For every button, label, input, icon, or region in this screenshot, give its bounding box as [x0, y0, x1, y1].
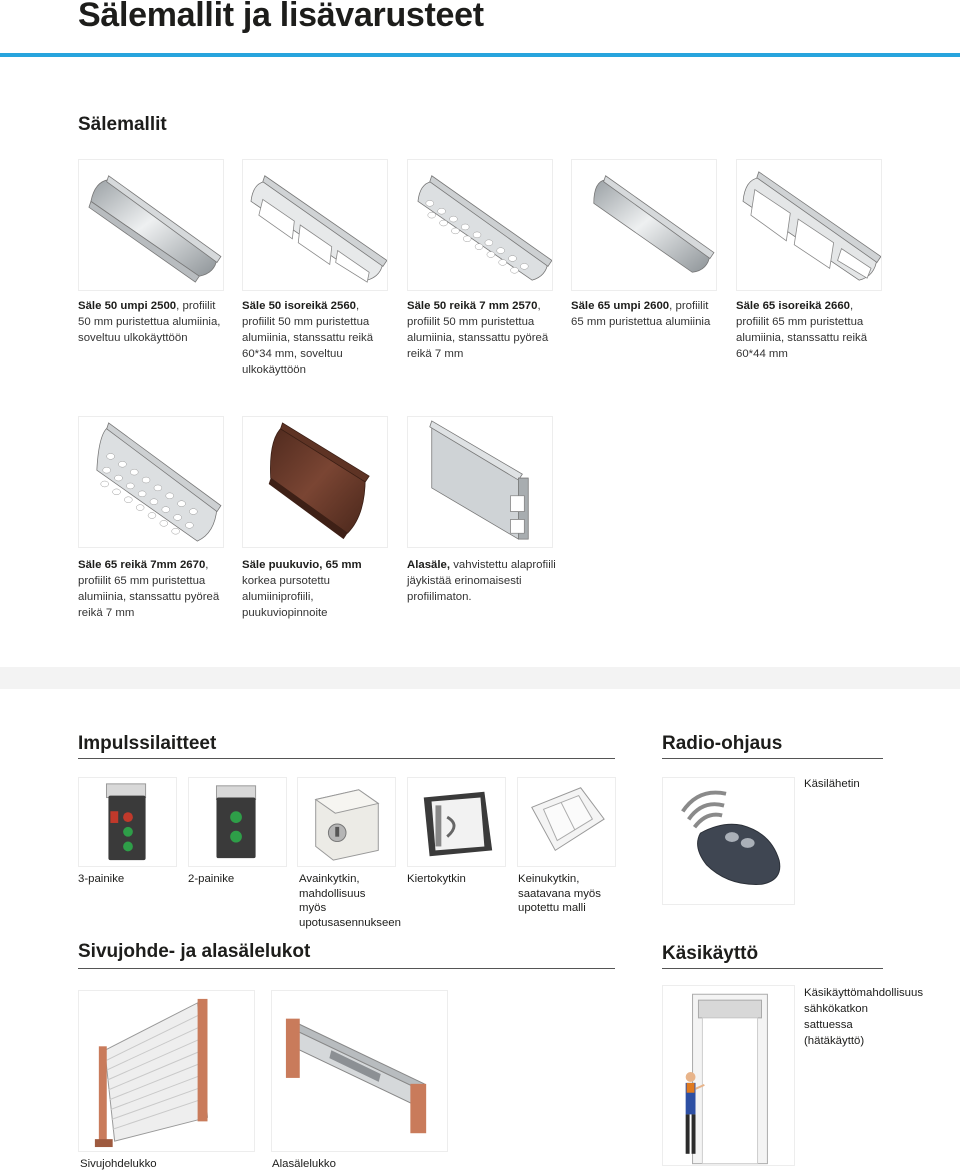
slat-50-solid-image [78, 159, 224, 291]
manual-operation-icon [663, 986, 794, 1165]
key-switch-image [297, 777, 396, 867]
slat-window-icon [243, 160, 387, 290]
slat-wood-image [242, 416, 388, 548]
slat-wood-icon [243, 417, 387, 547]
slat-solid-icon [572, 160, 716, 290]
slat-50-window-image [242, 159, 388, 291]
page-title: Sälemallit ja lisävarusteet [78, 0, 484, 34]
rotary-switch-icon [408, 778, 505, 866]
slat-caption: Säle 50 reikä 7 mm 2570, profiilit 50 mm puristettua alumiinia, stanssattu pyöreä reikä 7 mm [407, 300, 549, 360]
slat-caption: Alasäle, vahvistettu alaprofiili jäykistää erinomaisesti profiilimaton. [407, 559, 556, 603]
slat-perforated-icon [408, 160, 552, 290]
section-rule [78, 968, 615, 969]
slat-solid-icon [79, 160, 223, 290]
bottom-slat-image [407, 416, 553, 548]
slat-65-window-image [736, 159, 882, 291]
side-guide-lock-icon [79, 991, 254, 1151]
key-switch-icon [298, 778, 395, 866]
section-title-radio-ohjaus: Radio-ohjaus [662, 733, 783, 754]
push-button-3-image [78, 777, 177, 867]
device-label: Käsikäyttömahdollisuus sähkökatkon sattuessa (hätäkäyttö) [804, 987, 924, 1047]
device-label: Sivujohdelukko [80, 1158, 157, 1170]
bottom-slat-icon [408, 417, 552, 547]
rocker-switch-icon [518, 778, 615, 866]
rotary-switch-image [407, 777, 506, 867]
remote-control-icon [663, 778, 794, 904]
device-label: 3-painike [78, 873, 125, 885]
section-divider-band [0, 667, 960, 689]
section-title-kasikaytto: Käsikäyttö [662, 943, 759, 964]
rocker-switch-image [517, 777, 616, 867]
section-rule [662, 758, 883, 759]
slat-65-perforated-image [78, 416, 224, 548]
three-button-icon [79, 778, 176, 866]
section-title-impulssilaitteet: Impulssilaitteet [78, 733, 217, 754]
device-label: Keinukytkin, saatavana myös upotettu malli [518, 873, 601, 914]
slat-caption: Säle 65 umpi 2600, profiilit 65 mm puristettua alumiinia [571, 300, 711, 328]
section-title-salemallit: Sälemallit [78, 114, 167, 135]
bottom-slat-lock-icon [272, 991, 447, 1151]
manual-operation-image [662, 985, 795, 1166]
section-title-lukot: Sivujohde- ja alasälelukot [78, 941, 311, 962]
device-label: Alasälelukko [272, 1158, 336, 1170]
bottom-slat-lock-image [271, 990, 448, 1152]
side-guide-lock-image [78, 990, 255, 1152]
slat-caption: Säle 65 reikä 7mm 2670, profiilit 65 mm puristettua alumiinia, stanssattu pyöreä reikä 7 mm [78, 559, 220, 619]
remote-control-image [662, 777, 795, 905]
section-rule [78, 758, 615, 759]
slat-caption: Säle 50 umpi 2500, profiilit 50 mm puristettua alumiinia, soveltuu ulkokäyttöön [78, 300, 221, 344]
slat-window-icon [737, 160, 881, 290]
slat-caption: Säle puukuvio, 65 mm korkea pursotettu alumiiniprofiili, puukuviopinnoite [242, 559, 362, 619]
two-button-icon [189, 778, 286, 866]
device-label: 2-painike [188, 873, 235, 885]
slat-65-solid-image [571, 159, 717, 291]
section-rule [662, 968, 883, 969]
slat-caption: Säle 65 isoreikä 2660, profiilit 65 mm puristettua alumiinia, stanssattu reikä 60*44 mm [736, 300, 868, 360]
title-rule [0, 53, 960, 57]
push-button-2-image [188, 777, 287, 867]
slat-perforated-icon [79, 417, 223, 547]
slat-caption: Säle 50 isoreikä 2560, profiilit 50 mm puristettua alumiinia, stanssattu reikä 60*34 mm, soveltuu ulkokäyttöön [242, 300, 374, 376]
slat-50-perforated-image [407, 159, 553, 291]
device-label: Avainkytkin, mahdollisuus myös upotusasennukseen [299, 873, 401, 929]
device-label: Käsilähetin [804, 778, 860, 790]
device-label: Kiertokytkin [407, 873, 466, 885]
